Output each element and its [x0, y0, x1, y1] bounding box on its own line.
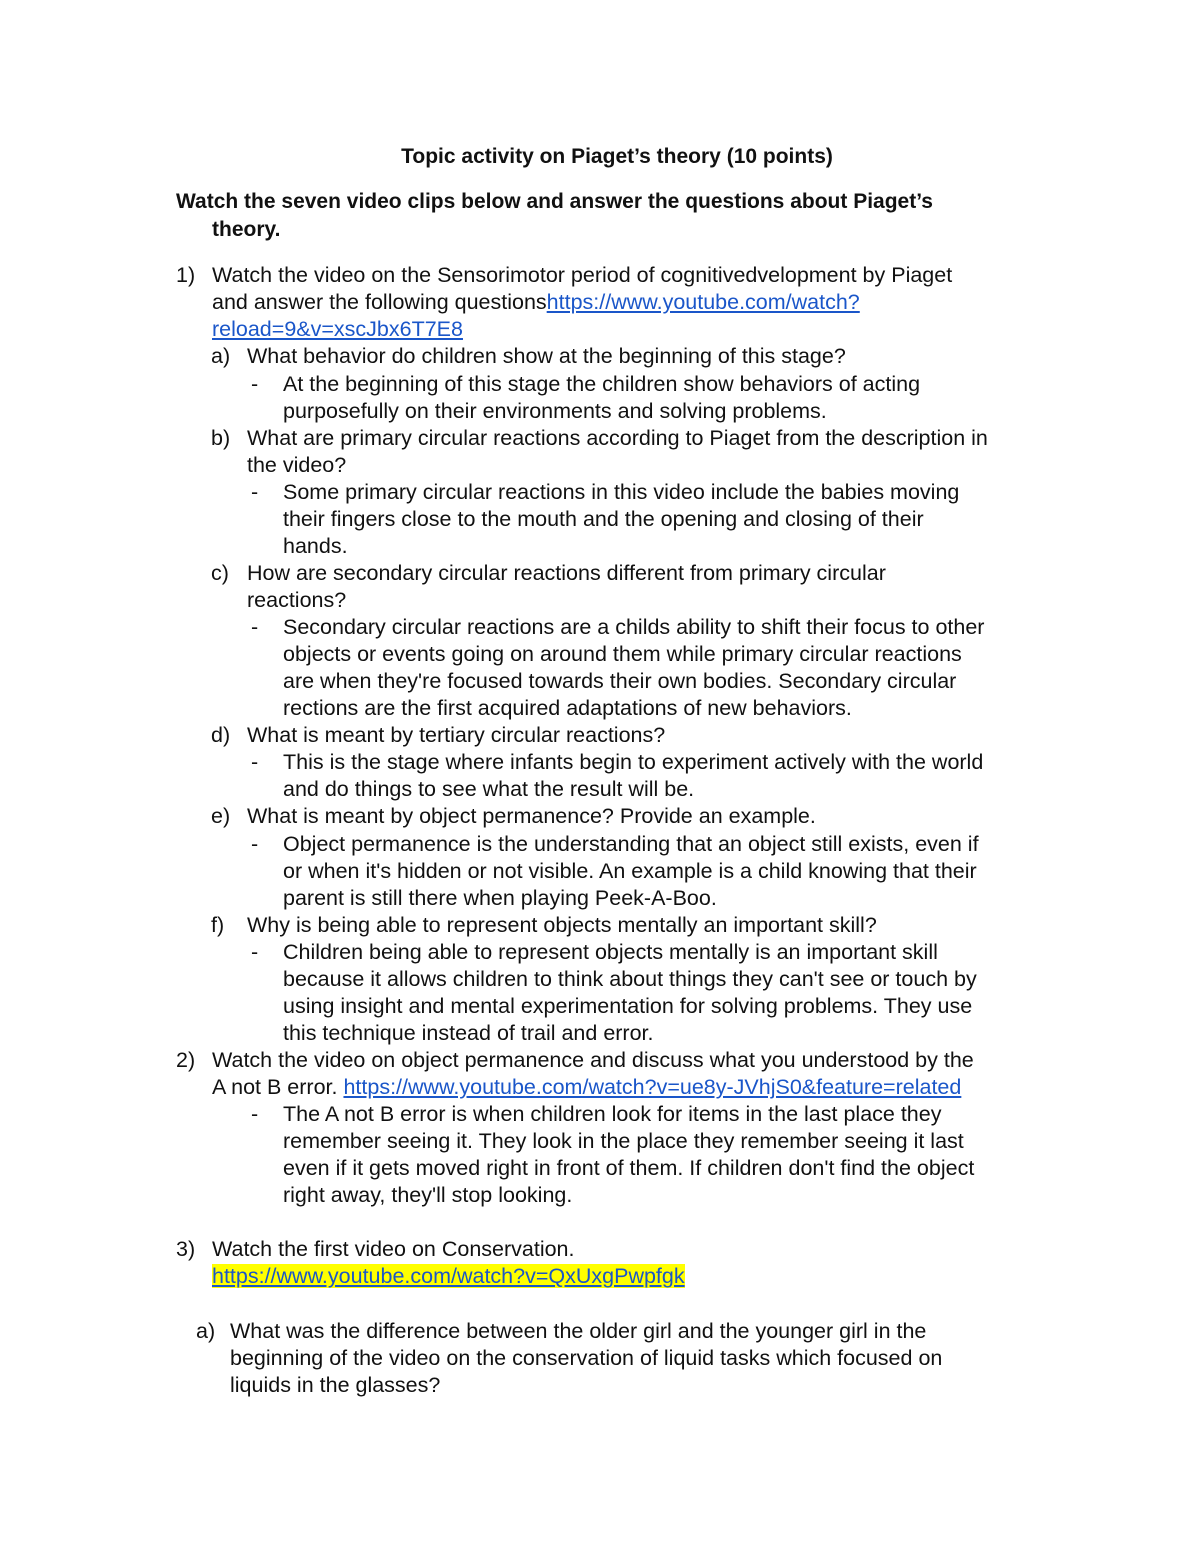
answer-1f-line-2: because it allows children to think about things they can't see or touch by — [283, 967, 977, 991]
answer-1e-dash: - — [251, 832, 259, 856]
answer-2-dash: - — [251, 1102, 259, 1126]
answer-1d-dash: - — [251, 750, 259, 774]
question-1c-line-1: How are secondary circular reactions different from primary circular — [247, 561, 886, 585]
answer-1c-line-4: rections are the first acquired adaptations of new behaviors. — [283, 696, 852, 720]
question-3a-letter: a) — [196, 1319, 216, 1343]
answer-1a-line-1: At the beginning of this stage the children show behaviors of acting — [283, 372, 921, 396]
question-1c-line-2: reactions? — [247, 588, 347, 612]
question-3-link-line — [212, 1263, 685, 1290]
question-1f-letter: f) — [211, 913, 225, 937]
question-3-video-link[interactable]: https://www.youtube.com/watch?v=QxUxgPwpfgk — [212, 1264, 685, 1288]
answer-2-line-1: The A not B error is when children look for items in the last place they — [283, 1102, 942, 1126]
question-1a-text: What behavior do children show at the beginning of this stage? — [247, 344, 846, 368]
instructions-line-1: Watch the seven video clips below and answer the questions about Piaget’s — [176, 190, 933, 213]
answer-1c-dash: - — [251, 615, 259, 639]
question-1f-text: Why is being able to represent objects mentally an important skill? — [247, 913, 877, 937]
question-2-line-1: Watch the video on object permanence and discuss what you understood by the — [212, 1048, 974, 1072]
question-1d-letter: d) — [211, 723, 231, 747]
question-3-number: 3) — [176, 1237, 196, 1261]
answer-1f-line-3: using insight and mental experimentation for solving problems. They use — [283, 994, 973, 1018]
answer-1a-dash: - — [251, 372, 259, 396]
answer-1d-line-2: and do things to see what the result will be. — [283, 777, 695, 801]
question-1b-line-1: What are primary circular reactions according to Piaget from the description in — [247, 426, 988, 450]
question-2-video-link[interactable]: https://www.youtube.com/watch?v=ue8y-JVhjS0&feature=related — [343, 1075, 962, 1099]
answer-2-line-3: even if it gets moved right in front of them. If children don't find the object — [283, 1156, 975, 1180]
question-3a-line-1: What was the difference between the older girl and the younger girl in the — [230, 1319, 927, 1343]
question-1a-letter: a) — [211, 344, 231, 368]
question-1-line-1: Watch the video on the Sensorimotor period of cognitivedvelopment by Piaget — [212, 263, 953, 287]
answer-1b-line-2: their fingers close to the mouth and the opening and closing of their — [283, 507, 924, 531]
answer-1f-line-4: this technique instead of trail and error. — [283, 1021, 654, 1045]
question-2-line-2 — [212, 1074, 961, 1101]
answer-1b-dash: - — [251, 480, 259, 504]
question-1e-letter: e) — [211, 804, 231, 828]
question-2-text-2: A not B error. — [212, 1075, 344, 1099]
instructions-line-2: theory. — [212, 218, 281, 241]
answer-1c-line-2: objects or events going on around them while primary circular reactions — [283, 642, 962, 666]
question-3a-line-3: liquids in the glasses? — [230, 1373, 441, 1397]
question-1-line-2 — [212, 289, 860, 316]
answer-1e-line-1: Object permanence is the understanding that an object still exists, even if — [283, 832, 979, 856]
answer-1d-line-1: This is the stage where infants begin to experiment actively with the world — [283, 750, 984, 774]
question-1e-text: What is meant by object permanence? Provide an example. — [247, 804, 816, 828]
document-title: Topic activity on Piaget’s theory (10 points) — [401, 145, 833, 168]
answer-2-line-2: remember seeing it. They look in the place they remember seeing it last — [283, 1129, 964, 1153]
answer-1a-line-2: purposefully on their environments and solving problems. — [283, 399, 827, 423]
answer-1e-line-2: or when it's hidden or not visible. An example is a child knowing that their — [283, 859, 977, 883]
question-1-number: 1) — [176, 263, 196, 287]
question-1-video-link-continued[interactable]: reload=9&v=xscJbx6T7E8 — [212, 317, 463, 341]
question-1d-text: What is meant by tertiary circular reactions? — [247, 723, 666, 747]
question-1-text-2: and answer the following questions — [212, 290, 547, 314]
question-1-video-link[interactable]: https://www.youtube.com/watch? — [546, 290, 860, 314]
answer-1c-line-3: are when they're focused towards their own bodies. Secondary circular — [283, 669, 957, 693]
answer-1e-line-3: parent is still there when playing Peek-A-Boo. — [283, 886, 717, 910]
answer-1b-line-1: Some primary circular reactions in this video include the babies moving — [283, 480, 960, 504]
answer-2-line-4: right away, they'll stop looking. — [283, 1183, 573, 1207]
question-1b-line-2: the video? — [247, 453, 347, 477]
answer-1c-line-1: Secondary circular reactions are a childs ability to shift their focus to other — [283, 615, 985, 639]
question-3a-line-2: beginning of the video on the conservation of liquid tasks which focused on — [230, 1346, 943, 1370]
question-3-line-1: Watch the first video on Conservation. — [212, 1237, 575, 1261]
answer-1f-line-1: Children being able to represent objects mentally is an important skill — [283, 940, 938, 964]
answer-1f-dash: - — [251, 940, 259, 964]
answer-1b-line-3: hands. — [283, 534, 348, 558]
question-1c-letter: c) — [211, 561, 229, 585]
question-1b-letter: b) — [211, 426, 231, 450]
question-2-number: 2) — [176, 1048, 196, 1072]
